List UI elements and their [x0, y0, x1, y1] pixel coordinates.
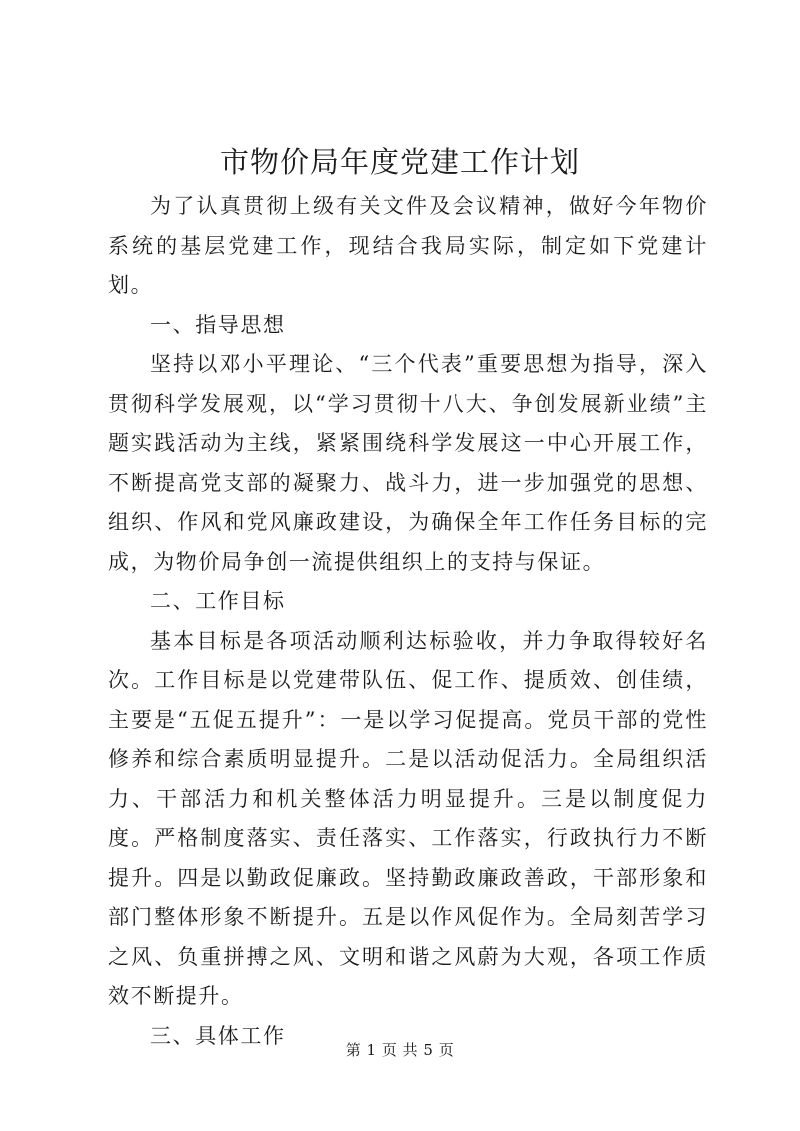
section-heading-work-goals: 二、工作目标: [150, 589, 286, 613]
section-heading-guiding-ideology: 一、指导思想: [150, 312, 286, 337]
section-heading-specific-work: 三、具体工作: [150, 1023, 286, 1048]
intro-paragraph: 为了认真贯彻上级有关文件及会议精神，做好今年物价系统的基层党建工作，现结合我局实际，制定如下党建计划。: [108, 194, 708, 297]
page-number-footer: 第 1 页 共 5 页: [345, 1041, 455, 1059]
work-goals-paragraph: 基本目标是各项活动顺利达标验收，并力争取得较好名次。工作目标是以党建带队伍、促工作、提质效、创佳绩，主要是“五促五提升”：一是以学习促提高。党员干部的党性修养和综合素质明显提升。二是以活动促活力。全局组织活力、干部活力和机关整体活力明显提升。三是以制度促力度。严格制度落实、责任落实、工作落实，行政执行力不断提升。四是以勤政促廉政。坚持勤政廉政善政，干部形象和部门整体形象不断提升。五是以作风促作为。全局刻苦学习之风、负重拼搏之风、文明和谐之风蔚为大观，各项工作质效不断提升。: [108, 628, 708, 1008]
document-body: [108, 187, 708, 1056]
document-title: 市物价局年度党建工作计划: [219, 145, 580, 179]
guiding-ideology-paragraph: 坚持以邓小平理论、“三个代表”重要思想为指导，深入贯彻科学发展观，以“学习贯彻十八大、争创发展新业绩”主题实践活动为主线，紧紧围绕科学发展这一中心开展工作，不断提高党支部的凝聚力、战斗力，进一步加强党的思想、组织、作风和党风廉政建设，为确保全年工作任务目标的完成，为物价局争创一流提供组织上的支持与保证。: [108, 352, 708, 574]
